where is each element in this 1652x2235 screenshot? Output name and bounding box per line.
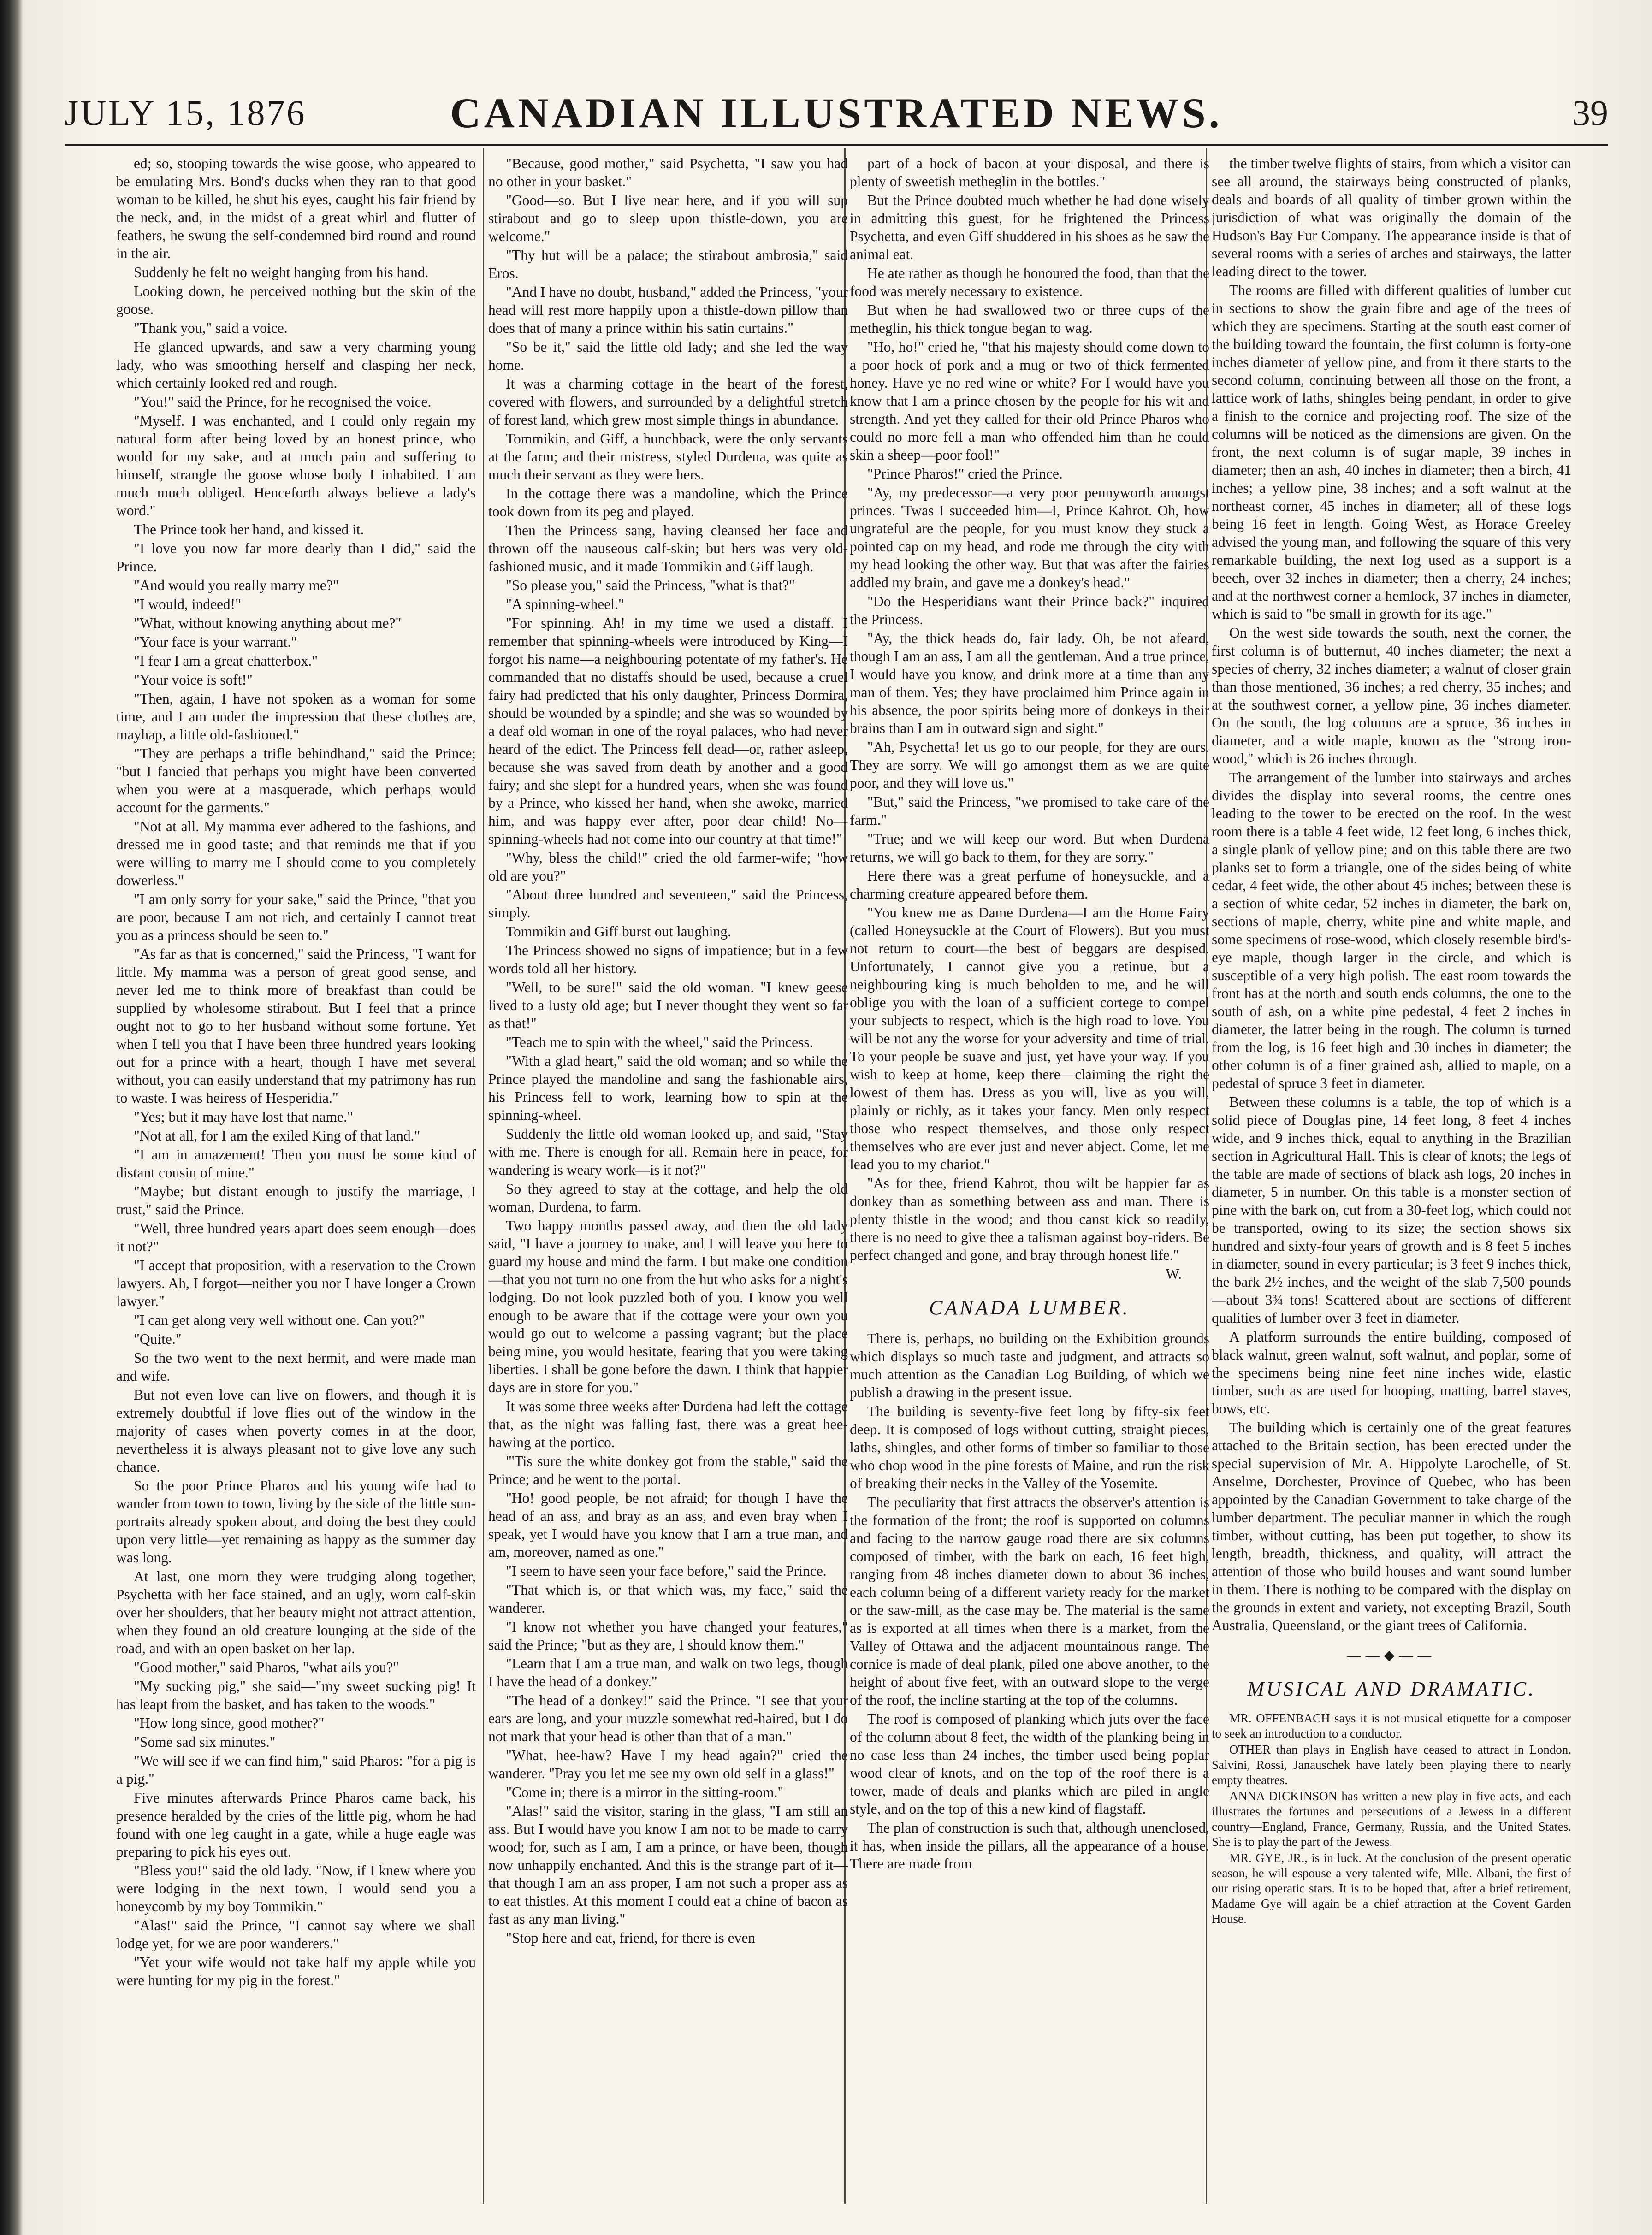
paragraph: "For spinning. Ah! in my time we used a distaff. I remember that spinning-wheels were introduced by King—I forgot his name—a neighbouring potentate of my father's. He commanded that no distaffs should be used, because a cruel fairy had predicted that his only daughter, Princess Dormira, should be wounded by a spindle; and she was so wounded by a deaf old woman in one of the royal palaces, who had never heard of the edict. The Princess fell dead—or, rather asleep, because she was saved from death by another and a good fairy; and she slept for a hundred years, when she was found by a Prince, who kissed her hand, when she awoke, married him, and was happy ever after, poor dear child! No—spinning-wheels had not come into our country at that time!" bbox=[488, 615, 848, 847]
column-3 bbox=[850, 154, 1209, 2197]
paragraph: "Come in; there is a mirror in the sitting-room." bbox=[506, 1784, 784, 1800]
paragraph: It was a charming cottage in the heart of the forest, covered with flowers, and surrounded by a delightful stretch of forest land, which grew most simple things in abundance. bbox=[488, 376, 848, 428]
paragraph: The Prince took her hand, and kissed it. bbox=[134, 521, 364, 538]
canada-lumber-article bbox=[850, 1330, 1209, 1873]
paragraph: "Alas!" said the Prince, "I cannot say where we shall lodge yet, for we are poor wanderers." bbox=[116, 1917, 476, 1951]
paragraph: the timber twelve flights of stairs, from which a visitor can see all around, the stairways being constructed of planks, deals and boards of all quality of timber grown within the jurisdiction of what was originally the domain of the Hudson's Bay Fur Company. The appearance inside is that of several rooms with a series of arches and stairways, the latter leading direct to the tower. bbox=[1212, 155, 1571, 279]
paragraph: Between these columns is a table, the top of which is a solid piece of Douglas pine, 14 feet long, 8 feet 4 inches wide, and 9 inches thick, equal to anything in the Brazilian section in Agricultural Hall. This is clear of knots; the legs of the table are made of sections of black ash logs, 20 inches in diameter, 5 in number. On this table is a monster section of pine with the bark on, cut from a 30-feet log, which could not be transported, owing to its size; the section shows six hundred and sixty-four years of growth and is 8 feet 5 inches in diameter, sound in every particular; is 3 feet 9 inches thick, the bark 2½ inches, and the weight of the slab 7,500 pounds—about 3¾ tons! Scattered about are sections of different qualities of lumber over 3 feet in diameter. bbox=[1212, 1094, 1571, 1326]
page-number: 39 bbox=[1572, 93, 1608, 133]
paragraph: "Because, good mother," said Psychetta, "I saw you had no other in your basket." bbox=[488, 155, 848, 189]
paragraph: A platform surrounds the entire building, composed of black walnut, green walnut, soft walnut, and poplar, some of the specimens being nine feet nine inches wide, elastic timber, such as are used for hooping, matting, barrel staves, bows, etc. bbox=[1212, 1329, 1571, 1417]
header-rule bbox=[65, 144, 1608, 146]
paragraph: "I would, indeed!" bbox=[134, 596, 242, 612]
paragraph: "But," said the Princess, "we promised to take care of the farm." bbox=[850, 794, 1209, 828]
paragraph: "Your face is your warrant." bbox=[134, 634, 297, 650]
paragraph: "Then, again, I have not spoken as a woman for some time, and I am under the impression that these clothes are, mayhap, a little old-fashioned." bbox=[116, 691, 476, 743]
paragraph: "And would you really marry me?" bbox=[134, 577, 339, 593]
canada-lumber-continued bbox=[1212, 154, 1571, 1634]
paragraph: "Yet your wife would not take half my apple while you were hunting for my pig in the forest." bbox=[116, 1954, 476, 1988]
paragraph: "As for thee, friend Kahrot, thou wilt be happier far as donkey than as something between ass and man. There is plenty thistle in the wood; and thou canst kick so readily, there is no need to give thee a talisman against boy-riders. Be perfect changed and gone, and bray through honest life." bbox=[850, 1175, 1209, 1263]
paragraph: "That which is, or that which was, my face," said the wanderer. bbox=[488, 1582, 848, 1616]
paragraph: The rooms are filled with different qualities of lumber cut in sections to show the grain fibre and age of the trees of which they are specimens. Starting at the south east corner of the building toward the fountain, the first column is forty-one inches diameter of yellow pine, and from it there starts to the second column, continuing between all those on the front, a lattice work of laths, shingles being pendant, in order to give a finish to the cornice and projecting roof. The size of the columns will be noticed as the dimensions are given. On the front, the next column is of sugar maple, 39 inches in diameter; then an ash, 40 inches in diameter; then a birch, 41 inches; a yellow pine, 38 inches; and a soft walnut at the northeast corner, 45 inches in diameter; all of these logs being 16 feet in length. Going West, as Horace Greeley advised the young man, and following the square of this very remarkable building, the next log used as a support is a beech, over 32 inches in diameter; then a cherry, 24 inches; and at the northwest corner a hemlock, 37 inches in diameter, which is said to "be small in growth for its age." bbox=[1212, 282, 1571, 622]
paragraph: "Yes; but it may have lost that name." bbox=[134, 1109, 353, 1125]
paragraph: "You!" said the Prince, for he recognised the voice. bbox=[134, 394, 432, 410]
paragraph: "I am only sorry for your sake," said the Prince, "that you are poor, because I am not rich, and certainly I cannot treat you as a princess should be seen to." bbox=[116, 891, 476, 943]
paragraph: "Ay, my predecessor—a very poor pennyworth amongst princes. 'Twas I succeeded him—I, Prince Kahrot. Oh, how ungrateful are the people, for you must know they stuck a pointed cap on my head, and rode me through the city with my head looking the other way. But that was after the fairies addled my brain, and gave me a donkey's head." bbox=[850, 485, 1209, 591]
paragraph: "I know not whether you have changed your features," said the Prince; "but as they are, I should know them." bbox=[488, 1619, 848, 1653]
paragraph: Then the Princess sang, having cleansed her face and thrown off the nauseous calf-skin; but hers was very old-fashioned music, and it made Tommikin and Giff laugh. bbox=[488, 522, 848, 574]
paragraph: So the poor Prince Pharos and his young wife had to wander from town to town, living by the side of the little sun-portraits already spoken about, and doing the best they could upon very little—yet remaining as happy as the summer day was long. bbox=[116, 1478, 476, 1566]
paragraph: "My sucking pig," she said—"my sweet sucking pig! It has leapt from the basket, and has taken to the woods." bbox=[116, 1678, 476, 1712]
paragraph: "Myself. I was enchanted, and I could only regain my natural form after being loved by an honest prince, who would for my sake, and at much pain and suffering to himself, strangle the goose whose body I inhabited. I am much much obliged. Henceforth always believe a lady's word." bbox=[116, 413, 476, 519]
paragraph: "Learn that I am a true man, and walk on two legs, though I have the head of a donkey." bbox=[488, 1656, 848, 1690]
paragraph: The building which is certainly one of the great features attached to the Britain section, has been erected under the special supervision of Mr. A. Hippolyte Larochelle, of St. Anselme, Dorchester, Province of Quebec, who has been appointed by the Canadian Government to take charge of the lumber department. The peculiar manner in which the rough timber, without cutting, has been put together, to show its length, breadth, thickness, and quality, will attract the attention of those who build houses and want sound lumber in them. There is nothing to be compared with the display on the grounds in extent and variety, not excepting Brazil, South Australia, Queensland, or the giant trees of California. bbox=[1212, 1419, 1571, 1633]
paragraph: But when he had swallowed two or three cups of the metheglin, his thick tongue began to wag. bbox=[850, 302, 1209, 336]
paragraph: Looking down, he perceived nothing but the skin of the goose. bbox=[116, 283, 476, 317]
paragraph: "And I have no doubt, husband," added the Princess, "your head will rest more happily upon a thistle-down pillow than does that of many a prince within his satin curtains." bbox=[488, 284, 848, 336]
paragraph: "Your voice is soft!" bbox=[134, 672, 253, 688]
paragraph: "True; and we will keep our word. But when Durdena returns, we will go back to them, for they are sorry." bbox=[850, 831, 1209, 865]
paragraph: "I am in amazement! Then you must be some kind of distant cousin of mine." bbox=[116, 1147, 476, 1181]
masthead bbox=[65, 83, 1608, 138]
section-title-musical-dramatic: MUSICAL AND DRAMATIC. bbox=[1247, 1678, 1536, 1700]
paragraph: "'Tis sure the white donkey got from the stable," said the Prince; and he went to the portal. bbox=[488, 1453, 848, 1487]
paragraph: "Ho! good people, be not afraid; for though I have the head of an ass, and bray as an ass, and even bray when I speak, yet I would have you know that I am a true man, and am, moreover, named as one." bbox=[488, 1490, 848, 1560]
paragraph: part of a hock of bacon at your disposal, and there is plenty of sweetish metheglin in the bottles." bbox=[850, 155, 1209, 189]
column-2 bbox=[488, 154, 848, 2197]
paragraph: "As far as that is concerned," said the Princess, "I want for little. My mamma was a person of great good sense, and never led me to think more of breakfast than could be supplied by wholesome stirabout. But I feel that a prince ought not to go to her husband without some fortune. Yet when I tell you that I have been three hundred years looking out for a prince with a heart, though I have met several without, you can easily understand that my patrimony has run to waste. I was heiress of Hesperidia." bbox=[116, 946, 476, 1106]
section-divider: ——◆—— bbox=[1347, 1648, 1436, 1663]
paragraph: But not even love can live on flowers, and though it is extremely doubtful if love flies out of the window in the majority of cases when poverty comes in at the door, nevertheless it is always pleasant not to give love any such chance. bbox=[116, 1387, 476, 1475]
paragraph: "Good—so. But I live near here, and if you will sup stirabout and go to sleep upon thistle-down, you are welcome." bbox=[488, 192, 848, 244]
paragraph: Two happy months passed away, and then the old lady said, "I have a journey to make, and I will leave you here to guard my house and mind the farm. I but make one condition—that you not turn no one from the hut who asks for a night's lodging. Do not look puzzled both of you. I know you well enough to be aware that if the cottage were your own you would go out to welcome a passing vagrant; but the place being mine, you would hesitate, fearing that you were taking liberties. I shall be gone before the dawn. I think that happier days are in store for you." bbox=[488, 1218, 848, 1395]
paragraph: But the Prince doubted much whether he had done wisely in admitting this guest, for he frightened the Princess Psychetta, and even Giff shuddered in his shoes as he saw the animal eat. bbox=[850, 192, 1209, 262]
paragraph: "Not at all, for I am the exiled King of that land." bbox=[134, 1128, 420, 1144]
paragraph: The plan of construction is such that, although unenclosed, it has, when inside the pillars, all the appearance of a house. There are made from bbox=[850, 1820, 1209, 1872]
paragraph: Tommikin, and Giff, a hunchback, were the only servants at the farm; and their mistress, styled Durdena, was quite as much their servant as they were hers. bbox=[488, 431, 848, 483]
issue-date: JULY 15, 1876 bbox=[65, 93, 307, 133]
paragraph: Suddenly he felt no weight hanging from his hand. bbox=[134, 264, 429, 280]
paragraph: "Prince Pharos!" cried the Prince. bbox=[867, 466, 1063, 482]
paragraph: At last, one morn they were trudging along together, Psychetta with her face stained, and an ugly, worn calf-skin over her shoulders, that her beauty might not attract attention, when they found an old creature lounging at the side of the road, and with an open basket on her lap. bbox=[116, 1568, 476, 1656]
paragraph: "Bless you!" said the old lady. "Now, if I knew where you were lodging in the next town, I would send you a honeycomb by my boy Tommikin." bbox=[116, 1862, 476, 1915]
paragraph: "Why, bless the child!" cried the old farmer-wife; "how old are you?" bbox=[488, 850, 848, 884]
paragraph: "A spinning-wheel." bbox=[506, 596, 624, 612]
paragraph: Tommikin and Giff burst out laughing. bbox=[506, 923, 731, 940]
paragraph: "I love you now far more dearly than I did," said the Prince. bbox=[116, 540, 476, 574]
paragraph: Suddenly the little old woman looked up, and said, "Stay with me. There is enough for all. Remain here in peace, for wandering is weary work—is it not?" bbox=[488, 1126, 848, 1178]
paragraph: He ate rather as though he honoured the food, than that the food was merely necessary to existence. bbox=[850, 265, 1209, 299]
paragraph: "I can get along very well without one. Can you?" bbox=[134, 1312, 425, 1328]
paragraph: Five minutes afterwards Prince Pharos came back, his presence heralded by the cries of the little pig, whom he had found with one leg caught in a gate, while a huge eagle was preparing to pick his eyes out. bbox=[116, 1790, 476, 1860]
paragraph: "Maybe; but distant enough to justify the marriage, I trust," said the Prince. bbox=[116, 1183, 476, 1218]
paragraph: "What, hee-haw? Have I my head again?" cried the wanderer. "Pray you let me see my own old self in a glass!" bbox=[488, 1747, 848, 1781]
paragraph: "So be it," said the little old lady; and she led the way home. bbox=[488, 339, 848, 373]
paragraph: "We will see if we can find him," said Pharos: "for a pig is a pig." bbox=[116, 1753, 476, 1787]
paragraph: "I seem to have seen your face before," said the Prince. bbox=[506, 1563, 827, 1579]
paragraph: "Thy hut will be a palace; the stirabout ambrosia," said Eros. bbox=[488, 247, 848, 281]
paragraph: "The head of a donkey!" said the Prince. "I see that your ears are long, and your muzzle somewhat red-haired, but I do not mark that your head is other than that of a man." bbox=[488, 1692, 848, 1744]
musical-dramatic-notes bbox=[1212, 1711, 1571, 1927]
news-item: OTHER than plays in English have ceased to attract in London. Salvini, Rossi, Janauschek have lately been playing there to nearly empty theatres. bbox=[1212, 1743, 1571, 1787]
paragraph: "Do the Hesperidians want their Prince back?" inquired the Princess. bbox=[850, 593, 1209, 627]
paragraph: "What, without knowing anything about me?" bbox=[134, 615, 402, 631]
paragraph: "Ah, Psychetta! let us go to our people, for they are ours. They are sorry. We will go amongst them as we are quite poor, and they will love us." bbox=[850, 739, 1209, 791]
paragraph: "Ay, the thick heads do, fair lady. Oh, be not afeard, though I am an ass, I am all the gentleman. And a true prince, I would have you know, and drink more at a time than any man of them. Yes; they have proclaimed him Prince again in his absence, the poor spirits being more of donkeys in their brains than I am in outward sign and sight." bbox=[850, 630, 1209, 736]
paragraph: "Well, to be sure!" said the old woman. "I knew geese lived to a lusty old age; but I never thought they went so far as that!" bbox=[488, 979, 848, 1031]
paragraph: The roof is composed of planking which juts over the face of the column about 8 feet, the width of the planking being in no case less than 24 inches, the timber used being poplar wood clear of knots, and on the top of the roof there is a tower, made of deals and planks which are piled in angle style, and on the top of this a new kind of flagstaff. bbox=[850, 1711, 1209, 1817]
news-item: MR. OFFENBACH says it is not musical etiquette for a composer to seek an introduction to a conductor. bbox=[1212, 1711, 1571, 1740]
paragraph: "I accept that proposition, with a reservation to the Crown lawyers. Ah, I forgot—neither you nor I have longer a Crown lawyer." bbox=[116, 1257, 476, 1309]
paragraph: "Ho, ho!" cried he, "that his majesty should come down to a poor hock of pork and a mug or two of thick fermented honey. Have ye no red wine or white? For I would have you know that I am a prince chosen by the people for his wit and strength. And yet they called for their old Prince Pharos who could no more fell a man who offended him than he could skin a sheep—poor fool!" bbox=[850, 339, 1209, 463]
paragraph: The Princess showed no signs of impatience; but in a few words told all her history. bbox=[488, 942, 848, 976]
paragraph: The building is seventy-five feet long by fifty-six feet deep. It is composed of logs without cutting, straight pieces, laths, shingles, and other forms of timber so familiar to those who chop wood in the pine forests of Maine, and run the risk of breaking their necks in the Valley of the Yosemite. bbox=[850, 1403, 1209, 1491]
paragraph: So they agreed to stay at the cottage, and help the old woman, Durdena, to farm. bbox=[488, 1181, 848, 1215]
paragraph: It was some three weeks after Durdena had left the cottage that, as the night was falling fast, there was a great hee-hawing at the portico. bbox=[488, 1398, 848, 1450]
paragraph: "With a glad heart," said the old woman; and so while the Prince played the mandoline and sang the fashionable airs, his Princess fell to work, learning how to spin at the spinning-wheel. bbox=[488, 1053, 848, 1123]
paragraph: "Quite." bbox=[134, 1331, 182, 1347]
column-divider bbox=[483, 148, 484, 2204]
paragraph: "Thank you," said a voice. bbox=[134, 320, 288, 336]
section-title-canada-lumber: CANADA LUMBER. bbox=[929, 1296, 1130, 1319]
paragraph: "So please you," said the Princess, "what is that?" bbox=[506, 577, 795, 593]
paragraph: "How long since, good mother?" bbox=[134, 1715, 325, 1731]
paragraph: There is, perhaps, no building on the Exhibition grounds which displays so much taste and judgment, and attracts so much attention as the Canadian Log Building, of which we publish a drawing in the present issue. bbox=[850, 1330, 1209, 1401]
paragraph: On the west side towards the south, next the corner, the first column is of butternut, 40 inches diameter; the next a species of cherry, 32 inches diameter; a walnut of closer grain than those mentioned, 36 inches; a red cherry, 35 inches; and at the southwest corner, a yellow pine, 36 inches diameter. On the south, the log columns are a spruce, 36 inches in diameter, and a wide maple, known as the "strong iron-wood," which is 26 inches through. bbox=[1212, 625, 1571, 767]
paragraph: Here there was a great perfume of honeysuckle, and a charming creature appeared before them. bbox=[850, 868, 1209, 902]
paragraph: "Well, three hundred years apart does seem enough—does it not?" bbox=[116, 1220, 476, 1254]
paragraph: "Teach me to spin with the wheel," said the Princess. bbox=[506, 1034, 813, 1050]
newspaper-title: CANADIAN ILLUSTRATED NEWS. bbox=[450, 89, 1223, 136]
paragraph: He glanced upwards, and saw a very charming young lady, who was smoothing herself and clasping her neck, which certainly looked red and rough. bbox=[116, 339, 476, 391]
column-4 bbox=[1212, 154, 1571, 2197]
paragraph: In the cottage there was a mandoline, which the Prince took down from its peg and played. bbox=[488, 485, 848, 520]
author-signature: W. bbox=[1166, 1266, 1182, 1282]
page-binding-edge bbox=[0, 0, 23, 2235]
paragraph: "Alas!" said the visitor, staring in the glass, "I am still an ass. But I would have you know I am not to be made to carry wood; for, such as I am, I am a prince, or have been, though now unhappily enchanted. And this is the strange part of it—that though I am an ass proper, I am not such a proper ass as to eat thistles. At this moment I could eat a chine of bacon as fast as any man living." bbox=[488, 1803, 848, 1927]
paragraph: "Good mother," said Pharos, "what ails you?" bbox=[134, 1659, 399, 1675]
paragraph: So the two went to the next hermit, and were made man and wife. bbox=[116, 1350, 476, 1384]
fairy-tale-continuation bbox=[850, 154, 1209, 1264]
paragraph: "You knew me as Dame Durdena—I am the Home Fairy (called Honeysuckle at the Court of Flowers). But you must not return to court—the best of beggars are despised. Unfortunately, I cannot give you a retinue, but a neighbouring king is much beholden to me, and he will oblige you with the loan of a sufficient cortege to compel your subjects to respect, which is the high road to love. You will be not any the worse for your adversity and time of trial. To your people be suave and just, yet have your way. If you wish to keep at home, keep there—claiming the right the lowest of them has. Dress as you will, live as you will, plainly or richly, as it takes your fancy. Men only respect those who respect themselves, and those only respect themselves who are ever just and never abject. Come, let me lead you to my chariot." bbox=[850, 905, 1209, 1172]
paragraph: "Stop here and eat, friend, for there is even bbox=[506, 1930, 756, 1946]
paragraph: "I fear I am a great chatterbox." bbox=[134, 653, 318, 669]
paragraph: The peculiarity that first attracts the observer's attention is the formation of the front; the roof is supported on columns and facing to the narrow gauge road there are six columns composed of timber, with the bark on each, 16 feet high, ranging from 48 inches diameter down to about 36 inches, each column being of a different variety ready for the market or the saw-mill, as the case may be. The material is the same as is exported at all times when there is a market, from the Valley of Ottawa and the adjacent mountainous range. The cornice is made of deal plank, piled one above another, to the height of about five feet, with an outward slope to the verge of the roof, the incline starting at the top of the columns. bbox=[850, 1494, 1209, 1708]
paragraph: "Not at all. My mamma ever adhered to the fashions, and dressed me in good taste; and that reminds me that if you were willing to marry me I should come to you completely dowerless." bbox=[116, 818, 476, 888]
paragraph: "About three hundred and seventeen," said the Princess, simply. bbox=[488, 887, 848, 921]
paragraph: "Some sad six minutes." bbox=[134, 1734, 276, 1750]
paragraph: ed; so, stooping towards the wise goose, who appeared to be emulating Mrs. Bond's ducks when they ran to that good woman to be killed, he shut his eyes, caught his fair friend by the neck, and, in the midst of a great whirl and flutter of feathers, he swung the self-condemned bird round and round in the air. bbox=[116, 155, 476, 261]
paragraph: The arrangement of the lumber into stairways and arches divides the display into several rooms, the centre ones leading to the tower to be erected on the roof. In the west room there is a table 4 feet wide, 12 feet long, 6 inches thick, a single plank of yellow pine; and on this table there are two planks set to form a triangle, one of the sides being of white cedar, 4 feet wide, the other about 45 inches; between these is a section of white cedar, 52 inches in diameter, the bark on, sections of maple, cherry, white pine and white maple, and some specimens of rose-wood, which closely resemble bird's-eye maple, though larger in the circle, and which is susceptible of a very high polish. The east room towards the front has at the north and south ends columns, the one to the south of ash, on a white pine pedestal, 4 feet 2 inches in diameter, the latter being in the rough. The column is turned from the log, is 16 feet high and 30 inches in diameter; the other column is of a finer grained ash, allied to maple, on a pedestal of spruce 3 feet in diameter. bbox=[1212, 769, 1571, 1091]
news-item: ANNA DICKINSON has written a new play in five acts, and each illustrates the fortunes and persecutions of a Jewess in a different country—England, France, Germany, Russia, and the United States. She is to play the part of the Jewess. bbox=[1212, 1789, 1571, 1849]
news-item: MR. GYE, JR., is in luck. At the conclusion of the present operatic season, he will espouse a very talented wife, Mlle. Albani, the first of our rising operatic stars. It is to be hoped that, after a brief retirement, Madame Gye will again be a chief attraction at the Covent Garden House. bbox=[1212, 1851, 1571, 1926]
paragraph: "They are perhaps a trifle behindhand," said the Prince; "but I fancied that perhaps you might have been converted when you were at a masquerade, which perhaps would account for the garments." bbox=[116, 745, 476, 816]
column-1 bbox=[116, 154, 476, 2197]
